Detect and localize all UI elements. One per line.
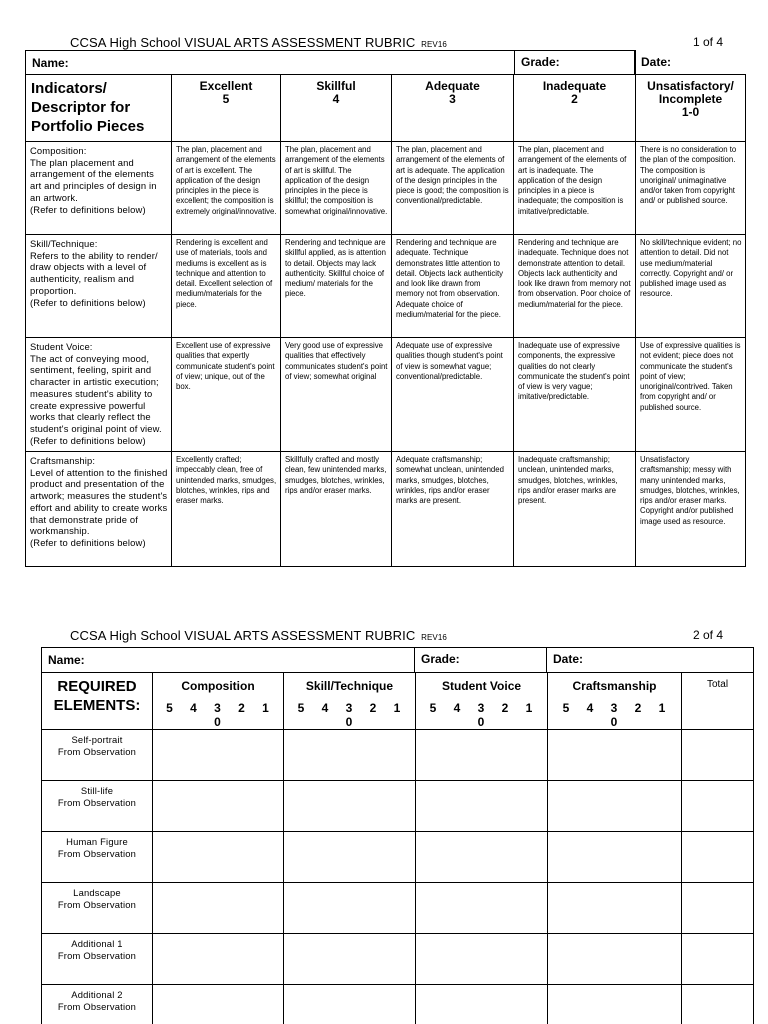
name-field[interactable]: Name: bbox=[26, 51, 636, 75]
level-score: 5 bbox=[222, 92, 230, 106]
score-cell[interactable] bbox=[416, 832, 548, 883]
total-cell[interactable] bbox=[682, 883, 754, 934]
column-label: Student Voice bbox=[441, 679, 522, 693]
criterion-desc: Level of attention to the finished product and presentation of the artwork; measures the student's effort and ability to create works that demonstrate pride of workmanship. bbox=[30, 466, 168, 537]
score-scale: 5 4 3 2 1 0 bbox=[166, 701, 276, 729]
page2-page-number: 2 of 4 bbox=[692, 628, 723, 642]
row-label-line1: Still-life bbox=[80, 785, 114, 796]
column-total: Total bbox=[682, 673, 754, 730]
score-cell[interactable] bbox=[284, 832, 416, 883]
level-header-inadequate bbox=[514, 75, 636, 142]
total-cell[interactable] bbox=[682, 781, 754, 832]
descriptor-cell: Very good use of expressive qualities that effectively communicates student's point of view; somewhat original bbox=[281, 338, 392, 452]
criterion-name: Composition: bbox=[30, 145, 87, 156]
descriptor-cell: Use of expressive qualities is not evident; piece does not communicate the student's point of view; unoriginal/contrived. Taken from copyright and/ or published source. bbox=[636, 338, 746, 452]
descriptor-cell: The plan, placement and arrangement of the elements of art is adequate. The application of the design principles in the piece is good; the composition is conventional/predictable. bbox=[392, 142, 514, 235]
page2-title bbox=[70, 628, 447, 643]
column-composition bbox=[153, 673, 284, 730]
score-cell[interactable] bbox=[284, 730, 416, 781]
criterion-cell bbox=[26, 142, 172, 235]
row-label-line1: Human Figure bbox=[66, 836, 128, 847]
criterion-ref: (Refer to definitions below) bbox=[30, 434, 146, 446]
page2-header bbox=[70, 628, 723, 644]
grade-field-2[interactable]: Grade: bbox=[414, 647, 546, 672]
score-scale: 5 4 3 2 1 0 bbox=[297, 701, 408, 729]
level-label: Skillful bbox=[316, 79, 356, 93]
page2-rev: REV16 bbox=[421, 633, 447, 642]
score-cell[interactable] bbox=[153, 883, 284, 934]
score-cell[interactable] bbox=[153, 730, 284, 781]
date-field-2[interactable]: Date: bbox=[546, 647, 753, 672]
row-label-line1: Additional 2 bbox=[71, 989, 123, 1000]
row-label-line2: From Observation bbox=[57, 949, 137, 961]
page2-title-text: CCSA High School VISUAL ARTS ASSESSMENT RUBRIC bbox=[70, 628, 416, 643]
score-cell[interactable] bbox=[548, 832, 682, 883]
level-score: 2 bbox=[571, 92, 578, 106]
level-label: Excellent bbox=[199, 79, 253, 93]
row-label bbox=[42, 832, 153, 883]
descriptor-cell: Rendering and technique are skillful applied, as is attention to detail. Objects may lack authenticity. Skillful choice of medium/ materials for the piece. bbox=[281, 235, 392, 338]
descriptor-cell: The plan, placement and arrangement of the elements of art is inadequate. The application of the design principles in a piece is inadequate; the composition is imitative/predictable. bbox=[514, 142, 636, 235]
level-header-excellent bbox=[172, 75, 281, 142]
descriptor-cell: Adequate use of expressive qualities though student's point of view is somewhat vague; conventional/predictable. bbox=[392, 338, 514, 452]
column-label: Craftsmanship bbox=[572, 679, 657, 693]
total-cell[interactable] bbox=[682, 730, 754, 781]
score-cell[interactable] bbox=[548, 730, 682, 781]
descriptor-cell: Rendering and technique are adequate. Technique demonstrates little attention to detail. Objects lack authenticity and look like drawn from memory not from observation. Adequate choice of medium/material for the piece. bbox=[392, 235, 514, 338]
row-label-line2: From Observation bbox=[57, 745, 137, 757]
level-header-unsatisfactory bbox=[636, 75, 746, 142]
level-label: Unsatisfactory/ Incomplete bbox=[647, 79, 734, 106]
criterion-name: Skill/Technique: bbox=[30, 238, 98, 249]
descriptor-cell: Inadequate use of expressive components, the expressive qualities do not clearly communicate the student's point of view is very vague; imitative/predictable. bbox=[514, 338, 636, 452]
column-student-voice bbox=[416, 673, 548, 730]
column-craftsmanship bbox=[548, 673, 682, 730]
total-cell[interactable] bbox=[682, 934, 754, 985]
total-cell[interactable] bbox=[682, 985, 754, 1024]
indicator-header: Indicators/ Descriptor for Portfolio Pieces bbox=[26, 75, 172, 142]
score-cell[interactable] bbox=[416, 883, 548, 934]
page1-header bbox=[70, 35, 723, 51]
rubric-header-row bbox=[26, 75, 746, 142]
criterion-cell bbox=[26, 235, 172, 338]
descriptor-cell: No skill/technique evident; no attention to detail. Did not use medium/material correctly. Copyright and/ or published image used as resource. bbox=[636, 235, 746, 338]
criterion-row-craftsmanship bbox=[26, 452, 746, 567]
score-cell[interactable] bbox=[284, 781, 416, 832]
score-cell[interactable] bbox=[548, 781, 682, 832]
score-cell[interactable] bbox=[416, 730, 548, 781]
criterion-name: Craftsmanship: bbox=[30, 455, 96, 466]
criterion-name: Student Voice: bbox=[30, 341, 93, 352]
criterion-ref: (Refer to definitions below) bbox=[30, 203, 146, 215]
table-row bbox=[42, 934, 754, 985]
criterion-cell bbox=[26, 452, 172, 567]
grade-field[interactable]: Grade: bbox=[514, 50, 634, 74]
row-label-line1: Additional 1 bbox=[71, 938, 123, 949]
score-cell[interactable] bbox=[284, 883, 416, 934]
page1-title bbox=[70, 35, 447, 50]
level-header-skillful bbox=[281, 75, 392, 142]
level-score: 4 bbox=[332, 92, 340, 106]
descriptor-cell: The plan, placement and arrangement of the elements of art is skillful. The application of the design principles in the piece is skillful; the composition is somewhat original/innovative. bbox=[281, 142, 392, 235]
level-label: Adequate bbox=[425, 79, 480, 93]
score-cell[interactable] bbox=[153, 985, 284, 1024]
criterion-row-student-voice bbox=[26, 338, 746, 452]
column-label: Composition bbox=[181, 679, 255, 693]
descriptor-cell: There is no consideration to the plan of the composition. The composition is unoriginal/ unimaginative and/or taken from copyright and/ or published source. bbox=[636, 142, 746, 235]
criterion-row-skill-technique bbox=[26, 235, 746, 338]
criterion-row-composition bbox=[26, 142, 746, 235]
name-field-2[interactable]: Name: bbox=[42, 648, 754, 673]
level-label: Inadequate bbox=[542, 79, 607, 93]
date-field[interactable]: Date: bbox=[634, 50, 745, 74]
score-cell[interactable] bbox=[548, 985, 682, 1024]
row-label-line2: From Observation bbox=[57, 796, 137, 808]
descriptor-cell: Excellent use of expressive qualities that expertly communicate student's point of view; unique, out of the box. bbox=[172, 338, 281, 452]
row-label-line1: Self-portrait bbox=[71, 734, 123, 745]
criterion-ref: (Refer to definitions below) bbox=[30, 536, 146, 548]
tally-header-row bbox=[42, 673, 754, 730]
criterion-desc: The plan placement and arrangement of the elements art and principles of design in an artwork. bbox=[30, 156, 157, 203]
level-score: 3 bbox=[449, 92, 456, 106]
criterion-desc: Refers to the ability to render/ draw objects with a level of authenticity, realism and proportion. bbox=[30, 249, 158, 296]
row-label-line1: Landscape bbox=[73, 887, 121, 898]
criterion-desc: The act of conveying mood, sentiment, feeling, spirit and character in artistic execution; measures student's ability to create expressive powerful works that clearly reflect the student's original point of view. bbox=[30, 352, 162, 434]
score-cell[interactable] bbox=[284, 985, 416, 1024]
row-label-line2: From Observation bbox=[57, 1000, 137, 1012]
descriptor-cell: Inadequate craftsmanship; unclean, unintended marks, smudges, blotches, wrinkles, rips and/or eraser marks are present. bbox=[514, 452, 636, 567]
row-label-line2: From Observation bbox=[57, 898, 137, 910]
criterion-cell bbox=[26, 338, 172, 452]
row-label bbox=[42, 883, 153, 934]
score-cell[interactable] bbox=[548, 883, 682, 934]
table-row bbox=[42, 883, 754, 934]
descriptor-cell: Skillfully crafted and mostly clean, few unintended marks, smudges, blotches, wrinkles, rips and/or eraser marks. bbox=[281, 452, 392, 567]
score-cell[interactable] bbox=[153, 934, 284, 985]
level-header-adequate bbox=[392, 75, 514, 142]
page1-title-text: CCSA High School VISUAL ARTS ASSESSMENT RUBRIC bbox=[70, 35, 416, 50]
level-score: 1-0 bbox=[681, 105, 700, 119]
criterion-ref: (Refer to definitions below) bbox=[30, 296, 146, 308]
rubric-table bbox=[25, 50, 746, 567]
descriptor-cell: Adequate craftsmanship; somewhat unclean, unintended marks, smudges, blotches, wrinkles, rips and/or eraser marks are present. bbox=[392, 452, 514, 567]
table-row bbox=[42, 781, 754, 832]
descriptor-cell: Rendering and technique are inadequate. Technique does not demonstrate attention to detail. Objects lack authenticity and look like drawn from memory not from observation. Poor choice of medium/material for the piece. bbox=[514, 235, 636, 338]
table-row bbox=[42, 832, 754, 883]
row-label bbox=[42, 730, 153, 781]
row-label bbox=[42, 781, 153, 832]
score-cell[interactable] bbox=[153, 832, 284, 883]
descriptor-cell: The plan, placement and arrangement of the elements of art is excellent. The application of the design principles in the piece is excellent; the composition is extremely original/innovative. bbox=[172, 142, 281, 235]
descriptor-cell: Excellently crafted; impeccably clean, free of unintended marks, smudges, blotches, wrinkles, rips and eraser marks. bbox=[172, 452, 281, 567]
table-row bbox=[42, 985, 754, 1024]
score-cell[interactable] bbox=[548, 934, 682, 985]
score-cell[interactable] bbox=[153, 781, 284, 832]
descriptor-cell: Rendering is excellent and use of materials, tools and mediums is excellent as is technique and attention to detail. Excellent selection of medium/materials for the piece. bbox=[172, 235, 281, 338]
tally-table bbox=[41, 647, 754, 1024]
score-cell[interactable] bbox=[416, 781, 548, 832]
row-label bbox=[42, 985, 153, 1024]
table-row bbox=[42, 730, 754, 781]
column-skill-technique bbox=[284, 673, 416, 730]
total-cell[interactable] bbox=[682, 832, 754, 883]
score-cell[interactable] bbox=[416, 985, 548, 1024]
required-elements-header: REQUIRED ELEMENTS: bbox=[42, 673, 153, 730]
column-label: Skill/Technique bbox=[305, 679, 394, 693]
page1-page-number: 1 of 4 bbox=[692, 35, 723, 49]
score-scale: 5 4 3 2 1 0 bbox=[429, 701, 540, 729]
score-cell[interactable] bbox=[416, 934, 548, 985]
score-cell[interactable] bbox=[284, 934, 416, 985]
score-scale: 5 4 3 2 1 0 bbox=[562, 701, 673, 729]
descriptor-cell: Unsatisfactory craftsmanship; messy with many unintended marks, smudges, blotches, wrinkles, rips and/or eraser marks. Copyright and/or published image used as resource. bbox=[636, 452, 746, 567]
row-label bbox=[42, 934, 153, 985]
row-label-line2: From Observation bbox=[57, 847, 137, 859]
page1-rev: REV16 bbox=[421, 40, 447, 49]
